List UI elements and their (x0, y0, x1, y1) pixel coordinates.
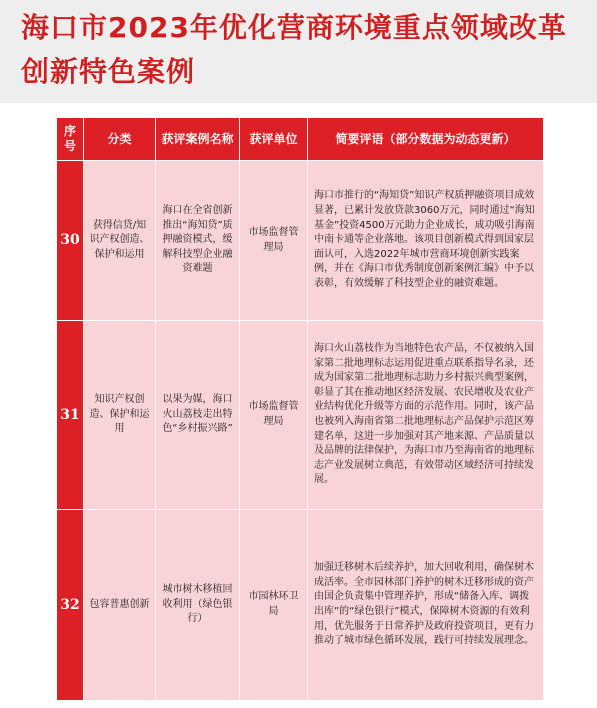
row-comment: 海口市推行的“海知贷”知识产权质押融资项目成效显著，已累计发放贷款3060万元，同时通过“海知基金”投资4500万元助力企业成长，成功吸引海南中南卡通等企业落地。该项目创新模式得到国家层面认可，入选2022年城市营商环境创新实践案例，并在《海口市优秀制度创新案例汇编》中予以表彰，有效缓解了科技型企业的融资难题。 (308, 161, 544, 321)
row-case-name: 城市树木移植回收利用（绿色银行） (156, 510, 240, 701)
table-row (57, 321, 544, 510)
table-row (57, 161, 544, 321)
row-case-name: 海口在全省创新推出“海知贷”质押融资模式，缓解科技型企业融资难题 (156, 161, 240, 321)
header-category: 分类 (84, 118, 156, 161)
header-comment: 简要评语（部分数据为动态更新） (308, 118, 544, 161)
header-unit: 获评单位 (240, 118, 308, 161)
row-index: 31 (57, 321, 84, 510)
header-index: 序号 (57, 118, 84, 161)
row-index: 30 (57, 161, 84, 321)
table-header-row (57, 118, 544, 161)
row-case-name: 以果为媒，海口火山荔枝走出特色“乡村振兴路” (156, 321, 240, 510)
header-case-name: 获评案例名称 (156, 118, 240, 161)
row-category: 获得信贷/知识产权创造、保护和运用 (84, 161, 156, 321)
row-category: 包容普惠创新 (84, 510, 156, 701)
case-table (56, 117, 544, 701)
case-table-container (56, 117, 543, 708)
row-unit: 市场监督管理局 (240, 321, 308, 510)
row-unit: 市场监督管理局 (240, 161, 308, 321)
table-row (57, 510, 544, 701)
page-title: 海口市2023年优化营商环境重点领域改革创新特色案例 (21, 11, 567, 88)
row-unit: 市园林环卫局 (240, 510, 308, 701)
row-comment: 加强迁移树木后续养护，加大回收利用，确保树木成活率。全市园林部门养护的树木迁移形成的资产由国企负责集中管理养护，形成“储备入库、调拨出库”的“绿色银行”模式，保障树木资源的有效利用，优先服务于日常养护及政府投资项目，更有力推动了城市绿色循环发展，践行可持续发展理念。 (308, 510, 544, 701)
header-band (0, 0, 597, 103)
row-comment: 海口火山荔枝作为当地特色农产品，不仅被纳入国家第二批地理标志运用促进重点联系指导名录，还成为国家第二批地理标志助力乡村振兴典型案例，彰显了其在推动地区经济发展、农民增收及农业产业结构优化升级等方面的示范作用。同时，该产品也被列入海南省第二批地理标志产品保护示范区筹建名单，这进一步加强对其产地来源、产品质量以及品牌的法律保护，为海口市乃至海南省的地理标志产业发展树立典范，有效带动区域经济可持续发展。 (308, 321, 544, 510)
row-index: 32 (57, 510, 84, 701)
row-category: 知识产权创造、保护和运用 (84, 321, 156, 510)
